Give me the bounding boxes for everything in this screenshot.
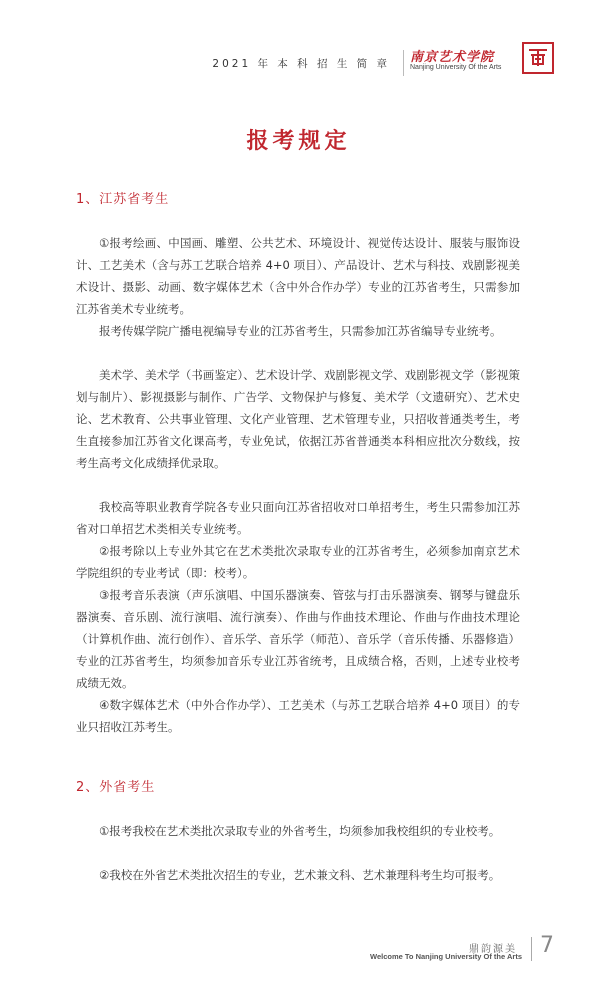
paragraph: 美术学、美术学（书画鉴定）、艺术设计学、戏剧影视文学、戏剧影视文学（影视策划与制片）、影视摄影与制作、广告学、文物保护与修复、美术学（文遗研究）、艺术史论、艺术教育、公共事业管理、文化产业管理、艺术管理专业，只招收普通类考生，考生直接参加江苏省文化课高考，专业免试，依据江苏省普通类本科相应批次分数线，按考生高考文化成绩择优录取。: [76, 368, 520, 470]
paragraph: ①报考绘画、中国画、雕塑、公共艺术、环境设计、视觉传达设计、服装与服饰设计、工艺美术（含与苏工艺联合培养 4+0 项目）、产品设计、艺术与科技、戏剧影视美术设计、摄影、动画、数字媒体艺术（含中外合作办学）专业的江苏省考生，只需参加江苏省美术专业统考。: [76, 236, 520, 316]
footer-slogan: 鼎韵源美: [469, 944, 517, 955]
section-heading-other-provinces: 2、外省考生: [76, 780, 156, 795]
brand-english-name: Nanjing University Of the Arts: [410, 64, 502, 71]
paragraph: ②报考除以上专业外其它在艺术类批次录取专业的江苏省考生，必须参加南京艺术学院组织的专业考试（即：校考）。: [76, 544, 520, 580]
header-divider: [403, 50, 404, 76]
page-header: [0, 48, 597, 88]
paragraph: ③报考音乐表演（声乐演唱、中国乐器演奏、管弦与打击乐器演奏、钢琴与键盘乐器演奏、音乐剧、流行演唱、流行演奏）、作曲与作曲技术理论、作曲与作曲技术理论（计算机作曲、流行创作）、音乐学、音乐学（师范）、音乐学（音乐传播、乐器修造）专业的江苏省考生，均须参加音乐专业江苏省统考，且成绩合格，否则，上述专业校考成绩无效。: [76, 588, 520, 690]
footer-welcome: Welcome To Nanjing University Of the Arts: [370, 952, 522, 961]
section-heading-jiangsu: 1、江苏省考生: [76, 192, 170, 207]
header-title: 2021 年 本 科 招 生 简 章: [212, 58, 390, 70]
paragraph: ②我校在外省艺术类批次招生的专业，艺术兼文科、艺术兼理科考生均可报考。: [99, 868, 501, 882]
seal-logo-icon: [522, 42, 554, 74]
page-title: 报考规定: [246, 128, 351, 154]
paragraph: 我校高等职业教育学院各专业只面向江苏省招收对口单招考生，考生只需参加江苏省对口单招艺术类相关专业统考。: [76, 500, 520, 536]
paragraph: ④数字媒体艺术（中外合作办学）、工艺美术（与苏工艺联合培养 4+0 项目）的专业只招收江苏考生。: [76, 698, 520, 734]
footer-divider: [531, 937, 532, 961]
paragraph: ①报考我校在艺术类批次录取专业的外省考生，均须参加我校组织的专业校考。: [99, 824, 501, 838]
page-number: 7: [540, 933, 554, 958]
paragraph: 报考传媒学院广播电视编导专业的江苏省考生，只需参加江苏省编导专业统考。: [99, 324, 502, 338]
brand-name: 南京艺术学院: [410, 50, 495, 65]
